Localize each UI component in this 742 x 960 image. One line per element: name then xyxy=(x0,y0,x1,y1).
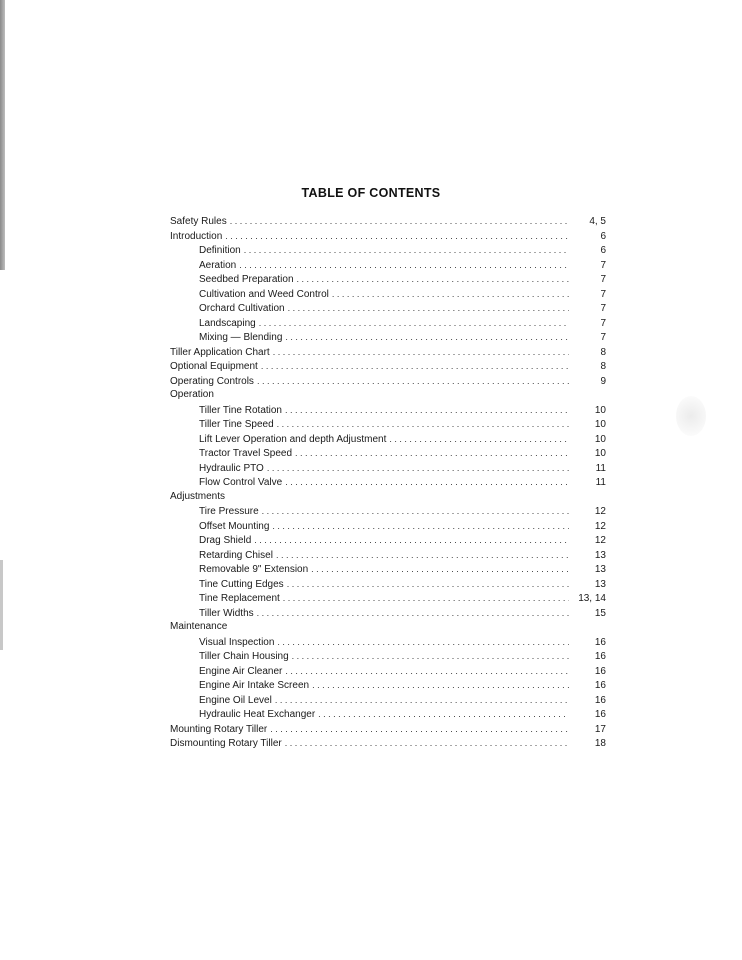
toc-page-number: 9 xyxy=(600,375,606,387)
toc-subentry xyxy=(170,562,606,577)
toc-page-number: 7 xyxy=(600,288,606,300)
page-title: TABLE OF CONTENTS xyxy=(301,186,441,200)
toc-page-number: 10 xyxy=(594,433,606,445)
toc-entry-label: Mounting Rotary Tiller xyxy=(170,723,268,735)
dot-leader xyxy=(285,664,569,679)
toc-entry-label: Engine Air Cleaner xyxy=(199,665,283,677)
dot-leader xyxy=(261,359,569,374)
dot-leader xyxy=(276,548,569,563)
dot-leader xyxy=(285,330,569,345)
toc-page-number: 10 xyxy=(594,448,606,459)
dot-leader xyxy=(283,591,569,606)
toc-entry xyxy=(170,490,606,505)
toc-subentry xyxy=(170,417,606,432)
toc-subentry xyxy=(170,548,606,563)
dot-leader xyxy=(285,736,569,751)
toc-page-number: 6 xyxy=(600,230,606,242)
dot-leader xyxy=(277,635,569,650)
toc-page-number: 8 xyxy=(600,361,606,372)
toc-page-number: 7 xyxy=(600,259,606,271)
toc-subentry xyxy=(170,432,606,447)
dot-leader xyxy=(389,432,569,447)
dot-leader xyxy=(225,229,569,244)
toc-entry-label: Orchard Cultivation xyxy=(199,303,285,314)
dot-leader xyxy=(287,577,569,592)
toc-entry-label: Seedbed Preparation xyxy=(199,274,294,285)
toc-page-number: 16 xyxy=(594,665,606,677)
toc-page-number: 13 xyxy=(594,549,606,561)
toc-entry-label: Dismounting Rotary Tiller xyxy=(170,738,282,749)
toc-page-number: 7 xyxy=(600,274,606,285)
toc-entry xyxy=(170,359,606,374)
toc-page-number: 16 xyxy=(594,651,606,662)
dot-leader xyxy=(297,272,569,287)
toc-subentry xyxy=(170,707,606,722)
toc-page-number: 7 xyxy=(600,303,606,314)
dot-leader xyxy=(277,417,569,432)
toc-entry-label: Maintenance xyxy=(170,621,228,632)
toc-entry-label: Operation xyxy=(170,389,214,400)
dot-leader xyxy=(272,519,569,534)
toc-page-number: 4, 5 xyxy=(589,216,606,227)
toc-page-number: 15 xyxy=(594,607,606,619)
toc-entry-label: Tractor Travel Speed xyxy=(199,448,293,459)
toc-page-number: 6 xyxy=(600,245,606,256)
toc-page-number: 13 xyxy=(594,578,606,590)
toc-subentry xyxy=(170,678,606,693)
toc-entry-label: Flow Control Valve xyxy=(199,477,283,488)
dot-leader xyxy=(288,301,569,316)
toc-subentry xyxy=(170,243,606,258)
toc-subentry xyxy=(170,693,606,708)
toc-page-number: 16 xyxy=(594,709,606,720)
dot-leader xyxy=(254,533,569,548)
toc-page-number: 16 xyxy=(594,694,606,706)
toc-entry-label: Landscaping xyxy=(199,317,256,329)
toc-page-number: 18 xyxy=(594,738,606,749)
toc-entry-label: Hydraulic PTO xyxy=(199,462,264,474)
dot-leader xyxy=(332,287,569,302)
toc-subentry xyxy=(170,649,606,664)
toc-entry-label: Mixing — Blending xyxy=(199,332,283,343)
toc-entry xyxy=(170,229,606,244)
toc-entry-label: Removable 9" Extension xyxy=(199,564,309,575)
dot-leader xyxy=(285,403,569,418)
toc-page-number: 10 xyxy=(594,419,606,430)
toc-entry-label: Drag Shield xyxy=(199,535,252,546)
toc-entry xyxy=(170,620,606,635)
toc-page-number: 7 xyxy=(600,317,606,329)
toc-entry xyxy=(170,374,606,389)
dot-leader xyxy=(312,678,569,693)
toc-subentry xyxy=(170,258,606,273)
toc-entry-label: Aeration xyxy=(199,259,237,271)
dot-leader xyxy=(285,475,569,490)
dot-leader xyxy=(267,461,569,476)
toc-page-number: 7 xyxy=(600,332,606,343)
toc-subentry xyxy=(170,301,606,316)
dot-leader xyxy=(295,446,569,461)
toc-page-number: 8 xyxy=(600,346,606,358)
toc-subentry xyxy=(170,591,606,606)
toc-entry-label: Adjustments xyxy=(170,490,226,502)
scan-edge-shadow xyxy=(0,0,5,270)
toc-subentry xyxy=(170,504,606,519)
dot-leader xyxy=(244,243,569,258)
toc-entry-label: Operating Controls xyxy=(170,375,254,387)
dot-leader xyxy=(259,316,569,331)
toc-page-number: 12 xyxy=(594,520,606,532)
toc-subentry xyxy=(170,446,606,461)
toc-entry-label: Safety Rules xyxy=(170,216,227,227)
toc-subentry xyxy=(170,577,606,592)
toc-entry-label: Introduction xyxy=(170,230,223,242)
toc-entry-label: Definition xyxy=(199,245,241,256)
toc-subentry xyxy=(170,330,606,345)
toc-entry-label: Tiller Tine Rotation xyxy=(199,404,282,416)
toc-page-number: 12 xyxy=(594,506,606,517)
toc-subentry xyxy=(170,519,606,534)
toc-entry-label: Tiller Chain Housing xyxy=(199,651,289,662)
toc-page-number: 16 xyxy=(594,680,606,691)
toc-entry-label: Tiller Tine Speed xyxy=(199,419,274,430)
toc-subentry xyxy=(170,475,606,490)
toc-entry xyxy=(170,345,606,360)
dot-leader xyxy=(257,606,569,621)
dot-leader xyxy=(311,562,569,577)
toc-subentry xyxy=(170,635,606,650)
toc-subentry xyxy=(170,287,606,302)
toc-entry-label: Tine Replacement xyxy=(199,593,280,604)
toc-entry-label: Engine Air Intake Screen xyxy=(199,680,310,691)
dot-leader xyxy=(270,722,569,737)
toc-entry xyxy=(170,388,606,403)
toc-subentry xyxy=(170,316,606,331)
table-of-contents xyxy=(170,214,606,751)
toc-page-number: 10 xyxy=(594,404,606,416)
toc-entry-label: Offset Mounting xyxy=(199,520,270,532)
toc-page-number: 13, 14 xyxy=(578,593,606,604)
toc-entry xyxy=(170,722,606,737)
toc-subentry xyxy=(170,272,606,287)
toc-page-number: 13 xyxy=(594,564,606,575)
dot-leader xyxy=(257,374,569,389)
scan-edge-shadow-lower xyxy=(0,560,3,650)
toc-subentry xyxy=(170,664,606,679)
dot-leader xyxy=(318,707,569,722)
toc-entry-label: Lift Lever Operation and depth Adjustment xyxy=(199,433,387,445)
toc-entry-label: Cultivation and Weed Control xyxy=(199,288,329,300)
toc-entry-label: Retarding Chisel xyxy=(199,549,273,561)
toc-page-number: 16 xyxy=(594,636,606,648)
toc-subentry xyxy=(170,403,606,418)
toc-entry-label: Tiller Widths xyxy=(199,607,254,619)
scan-smudge xyxy=(676,396,706,436)
dot-leader xyxy=(273,345,569,360)
toc-entry-label: Tiller Application Chart xyxy=(170,346,270,358)
toc-entry-label: Engine Oil Level xyxy=(199,694,272,706)
dot-leader xyxy=(262,504,569,519)
toc-entry xyxy=(170,214,606,229)
toc-subentry xyxy=(170,461,606,476)
dot-leader xyxy=(230,214,569,229)
toc-entry-label: Tire Pressure xyxy=(199,506,259,517)
toc-page-number: 12 xyxy=(594,535,606,546)
toc-page-number: 17 xyxy=(594,723,606,735)
toc-subentry xyxy=(170,606,606,621)
toc-entry-label: Visual Inspection xyxy=(199,636,275,648)
toc-entry-label: Tine Cutting Edges xyxy=(199,578,284,590)
toc-entry-label: Optional Equipment xyxy=(170,361,258,372)
dot-leader xyxy=(292,649,569,664)
toc-page-number: 11 xyxy=(595,462,606,474)
toc-subentry xyxy=(170,533,606,548)
toc-entry xyxy=(170,736,606,751)
dot-leader xyxy=(275,693,569,708)
toc-entry-label: Hydraulic Heat Exchanger xyxy=(199,709,316,720)
toc-page-number: 11 xyxy=(595,477,606,488)
dot-leader xyxy=(239,258,569,273)
